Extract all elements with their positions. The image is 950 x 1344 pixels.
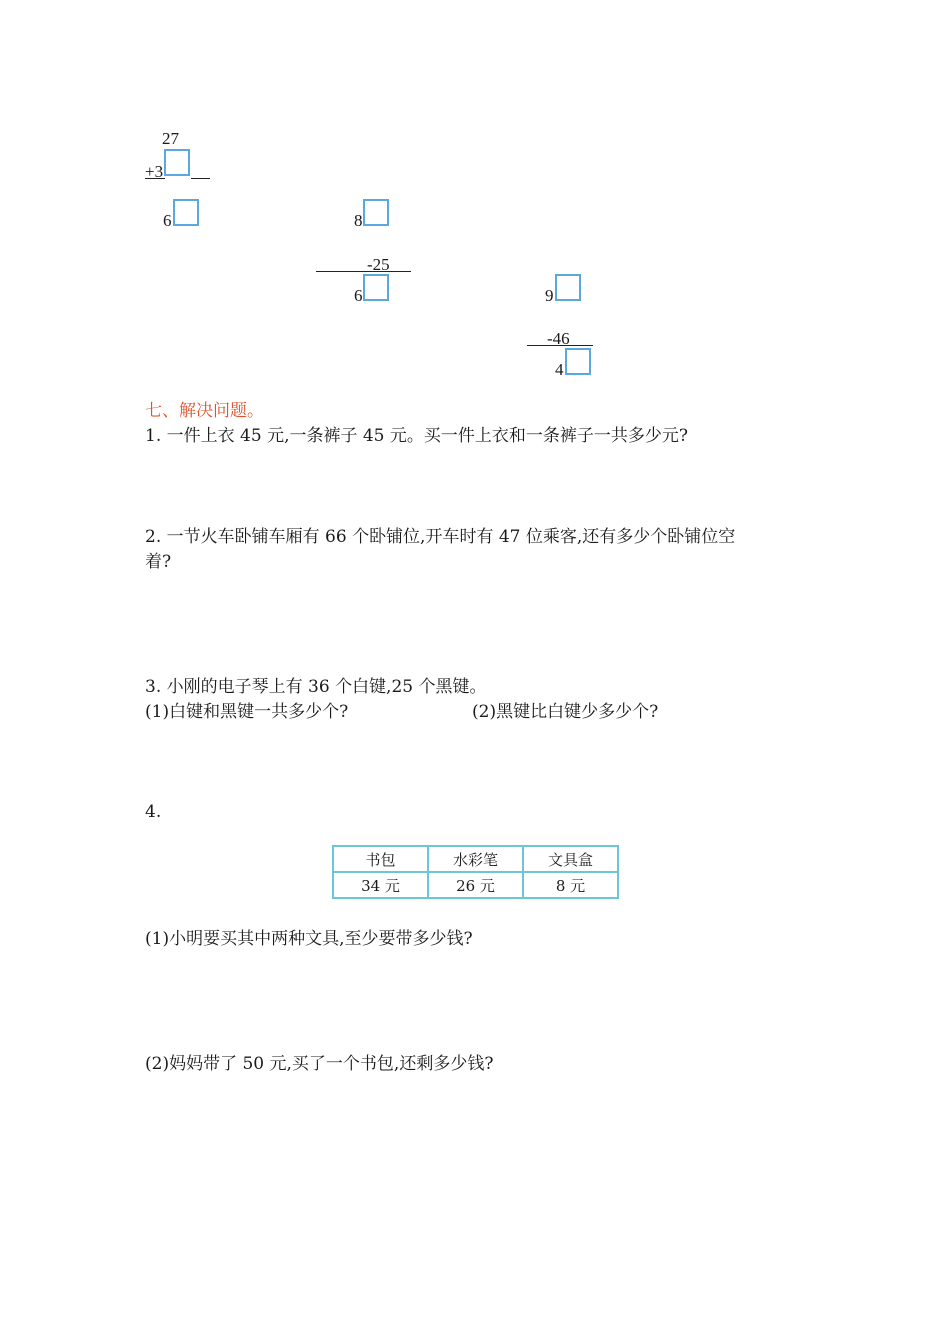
price-table xyxy=(332,845,619,899)
arith-1-top-number: 27 xyxy=(162,129,179,148)
arith-2-result: 6 xyxy=(354,286,363,305)
arith-3-top-number: 9 xyxy=(545,286,554,305)
question-3-sub-2: (2)黑键比白键少多少个? xyxy=(472,702,659,722)
arith-1-underline-right xyxy=(191,178,210,179)
arith-1-answer-box-b[interactable] xyxy=(173,199,199,226)
arith-3-underline xyxy=(527,345,593,346)
arith-2-top-number: 8 xyxy=(354,211,363,230)
price-table-value-row xyxy=(333,872,618,898)
arith-3-operand: -46 xyxy=(547,329,570,348)
price-table-header-row xyxy=(333,846,618,872)
price-table-header-cell: 文具盒 xyxy=(523,846,618,872)
arith-3-result: 4 xyxy=(555,360,564,379)
arith-2-answer-box-a[interactable] xyxy=(363,199,389,226)
question-4-sub-2: (2)妈妈带了 50 元,买了一个书包,还剩多少钱? xyxy=(145,1054,494,1074)
arith-1-result: 6 xyxy=(163,211,172,230)
arith-2-operand: -25 xyxy=(367,255,390,274)
question-4-sub-1: (1)小明要买其中两种文具,至少要带多少钱? xyxy=(145,929,473,949)
price-table-header-cell: 水彩笔 xyxy=(428,846,523,872)
arith-3-answer-box-b[interactable] xyxy=(565,348,591,375)
section-title: 七、解决问题。 xyxy=(145,401,264,421)
question-2-line-2: 着? xyxy=(145,552,172,572)
arith-1-underline-left xyxy=(145,178,165,179)
arith-2-underline xyxy=(316,271,411,272)
price-table-value-cell: 26 元 xyxy=(428,872,523,898)
arith-2-answer-box-b[interactable] xyxy=(363,274,389,301)
question-4-label: 4. xyxy=(145,802,162,822)
price-table-value-cell: 34 元 xyxy=(333,872,428,898)
arith-1-operand: +3 xyxy=(145,162,164,181)
question-1-text: 1. 一件上衣 45 元,一条裤子 45 元。买一件上衣和一条裤子一共多少元? xyxy=(145,426,689,446)
question-3-sub-1: (1)白键和黑键一共多少个? xyxy=(145,702,349,722)
price-table-value-cell: 8 元 xyxy=(523,872,618,898)
price-table-header-cell: 书包 xyxy=(333,846,428,872)
arith-1-answer-box-a[interactable] xyxy=(164,149,190,176)
question-3-text: 3. 小刚的电子琴上有 36 个白键,25 个黑键。 xyxy=(145,677,487,697)
arith-3-answer-box-a[interactable] xyxy=(555,274,581,301)
question-2-line-1: 2. 一节火车卧铺车厢有 66 个卧铺位,开车时有 47 位乘客,还有多少个卧铺位空 xyxy=(145,527,736,547)
